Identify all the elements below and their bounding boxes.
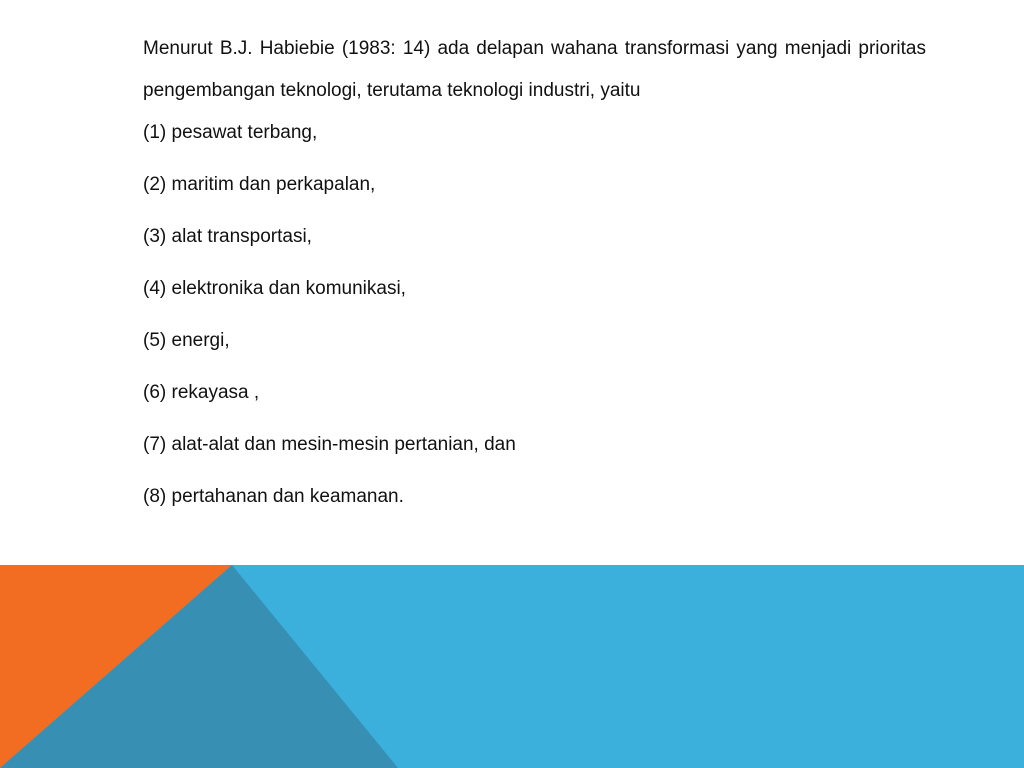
list-item: (3) alat transportasi, <box>143 226 312 247</box>
list-item: (1) pesawat terbang, <box>143 122 318 143</box>
decorative-footer-band <box>0 565 1024 768</box>
item-list <box>143 112 926 518</box>
intro-paragraph: Menurut B.J. Habiebie (1983: 14) ada delapan wahana transformasi yang menjadi prioritas pengembangan teknologi, terutama teknologi industri, yaitu <box>143 38 926 101</box>
slide-content <box>143 28 926 518</box>
list-item: (8) pertahanan dan keamanan. <box>143 486 404 507</box>
list-item: (2) maritim dan perkapalan, <box>143 174 376 195</box>
list-item: (6) rekayasa , <box>143 382 260 403</box>
list-item: (5) energi, <box>143 330 230 351</box>
list-item: (4) elektronika dan komunikasi, <box>143 278 406 299</box>
list-item: (7) alat-alat dan mesin-mesin pertanian, dan <box>143 434 516 455</box>
